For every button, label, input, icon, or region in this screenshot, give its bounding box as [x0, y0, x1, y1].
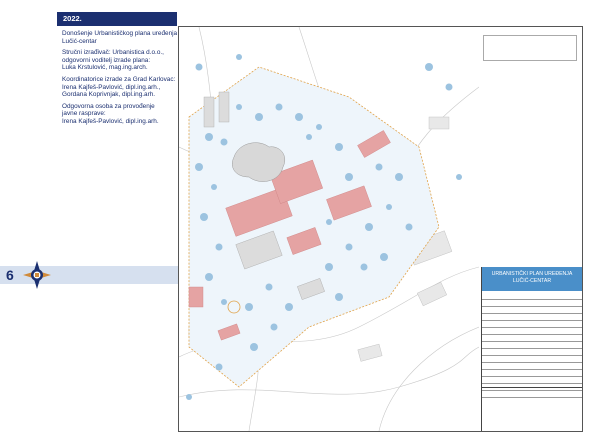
title-block-row [482, 335, 582, 342]
left-info-panel [0, 0, 178, 443]
title-block-signatures [482, 387, 582, 430]
info-line: javne rasprave: [62, 110, 106, 118]
title-block-header [482, 267, 582, 291]
title-block-row [482, 377, 582, 384]
title-block-row [482, 307, 582, 314]
plan-title-line1: URBANISTIČKI PLAN UREĐENJA [491, 271, 573, 277]
info-line: Lučić-centar [62, 37, 97, 45]
title-block-row [482, 293, 582, 300]
plan-title-line2: LUČIĆ-CENTAR [512, 278, 552, 284]
title-block-row [482, 356, 582, 363]
title-block-row [482, 349, 582, 356]
title-block-row [482, 314, 582, 321]
year-bar: 2022. [57, 12, 177, 26]
title-block-row [482, 300, 582, 307]
info-line: Odgovorna osoba za provođenje [62, 102, 155, 110]
info-line: Donošenje Urbanističkog plana uređenja [62, 30, 178, 37]
drawing-note-box [483, 35, 577, 61]
info-block-coordinators [62, 76, 180, 99]
info-line: Koordinatorice izrade za Grad Karlovac: [62, 75, 176, 83]
info-line: Irena Kajfeš-Pavlović, dipl.ing.arh., [62, 83, 161, 91]
title-block-row [482, 328, 582, 335]
page-number: 6 [6, 267, 14, 283]
plan-sheet [178, 26, 583, 432]
info-line: Gordana Koprivnjak, dipl.ing.arh. [62, 91, 156, 99]
info-line: Luka Krstulović, mag.ing.arch. [62, 64, 148, 72]
project-info [62, 30, 180, 130]
title-block-row [482, 321, 582, 328]
title-block-row [482, 363, 582, 370]
title-block-row [482, 370, 582, 377]
plan-map-drawing [179, 27, 479, 431]
info-block-author [62, 49, 180, 72]
title-block-rows [482, 293, 582, 398]
title-block [481, 267, 582, 431]
info-line: Irena Kajfeš-Pavlović, dipl.ing.arh. [62, 117, 159, 125]
info-block-responsible [62, 103, 180, 126]
info-line: Stručni izrađivač: Urbanistica d.o.o., [62, 49, 164, 57]
title-block-row [482, 342, 582, 349]
info-line: odgovorni voditelj izrade plana: [62, 56, 151, 64]
compass-logo-icon [22, 260, 52, 290]
urban-plan-map [179, 27, 479, 431]
info-block-decision [62, 30, 180, 45]
